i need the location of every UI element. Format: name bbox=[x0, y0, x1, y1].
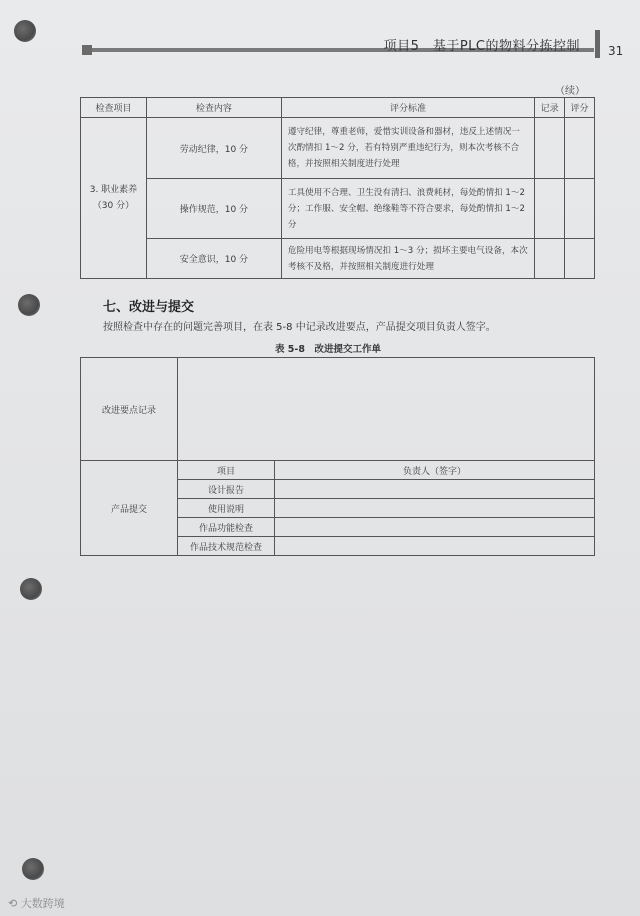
criteria-cell: 工具使用不合理、卫生没有清扫、浪费耗材，每处酌情扣 1～2 分；工作服、安全帽、绝缘鞋等不符合要求，每处酌情扣 1～2 分 bbox=[281, 179, 534, 239]
binder-hole bbox=[22, 858, 44, 880]
table-row bbox=[81, 239, 595, 279]
header-title: 项目5 基于PLC的物料分拣控制 bbox=[383, 39, 580, 54]
submit-label: 产品提交 bbox=[81, 461, 178, 556]
record-cell bbox=[535, 239, 565, 279]
item-cell: 3. 职业素养 （30 分） bbox=[81, 118, 147, 279]
score-cell bbox=[565, 118, 595, 179]
watermark bbox=[8, 895, 65, 911]
content-cell: 劳动纪律，10 分 bbox=[146, 118, 281, 179]
sign-cell bbox=[275, 518, 595, 537]
header-bar bbox=[595, 30, 600, 58]
sign-cell bbox=[275, 537, 595, 556]
col-header-record: 记录 bbox=[535, 98, 565, 118]
header-block bbox=[82, 45, 92, 55]
item-function-check: 作品功能检查 bbox=[178, 518, 275, 537]
criteria-cell: 危险用电等根据现场情况扣 1～3 分；损坏主要电气设备，本次考核不及格，并按照相关制度进行处理 bbox=[281, 239, 534, 279]
improve-label: 改进要点记录 bbox=[81, 358, 178, 461]
col-header-score: 评分 bbox=[565, 98, 595, 118]
record-cell bbox=[535, 118, 565, 179]
score-cell bbox=[565, 179, 595, 239]
item-design-report: 设计报告 bbox=[178, 480, 275, 499]
content-cell: 安全意识，10 分 bbox=[146, 239, 281, 279]
criteria-cell: 遵守纪律，尊重老师，爱惜实训设备和器材，违反上述情况一次酌情扣 1～2 分，若有特别严重违纪行为，则本次考核不合格，并按照相关制度进行处理 bbox=[281, 118, 534, 179]
score-table bbox=[80, 97, 595, 279]
watermark-logo-icon: ⟲ bbox=[8, 897, 21, 910]
table-row bbox=[81, 118, 595, 179]
table-caption: 表 5-8 改进提交工作单 bbox=[275, 344, 381, 355]
item-spec-check: 作品技术规范检查 bbox=[178, 537, 275, 556]
binder-hole bbox=[14, 20, 36, 42]
sign-cell bbox=[275, 480, 595, 499]
col-header-item: 检查项目 bbox=[81, 98, 147, 118]
submit-worksheet bbox=[80, 357, 595, 556]
col-header-criteria: 评分标准 bbox=[281, 98, 534, 118]
watermark-text: 大数跨境 bbox=[20, 897, 65, 910]
table-row bbox=[81, 179, 595, 239]
score-cell bbox=[565, 239, 595, 279]
content-cell: 操作规范，10 分 bbox=[146, 179, 281, 239]
sign-cell bbox=[275, 499, 595, 518]
page-number: 31 bbox=[608, 44, 624, 58]
continued-label: （续） bbox=[555, 86, 585, 97]
page-header bbox=[82, 30, 602, 60]
record-cell bbox=[535, 179, 565, 239]
item-user-manual: 使用说明 bbox=[178, 499, 275, 518]
binder-hole bbox=[20, 578, 42, 600]
col-item-header: 项目 bbox=[178, 461, 275, 480]
col-sign-header: 负责人（签字） bbox=[275, 461, 595, 480]
col-header-content: 检查内容 bbox=[146, 98, 281, 118]
section-title: 七、改进与提交 bbox=[103, 300, 195, 315]
binder-hole bbox=[18, 294, 40, 316]
section-paragraph: 按照检查中存在的问题完善项目，在表 5-8 中记录改进要点，产品提交项目负责人签字。 bbox=[103, 322, 496, 333]
improve-notes-cell bbox=[178, 358, 595, 461]
